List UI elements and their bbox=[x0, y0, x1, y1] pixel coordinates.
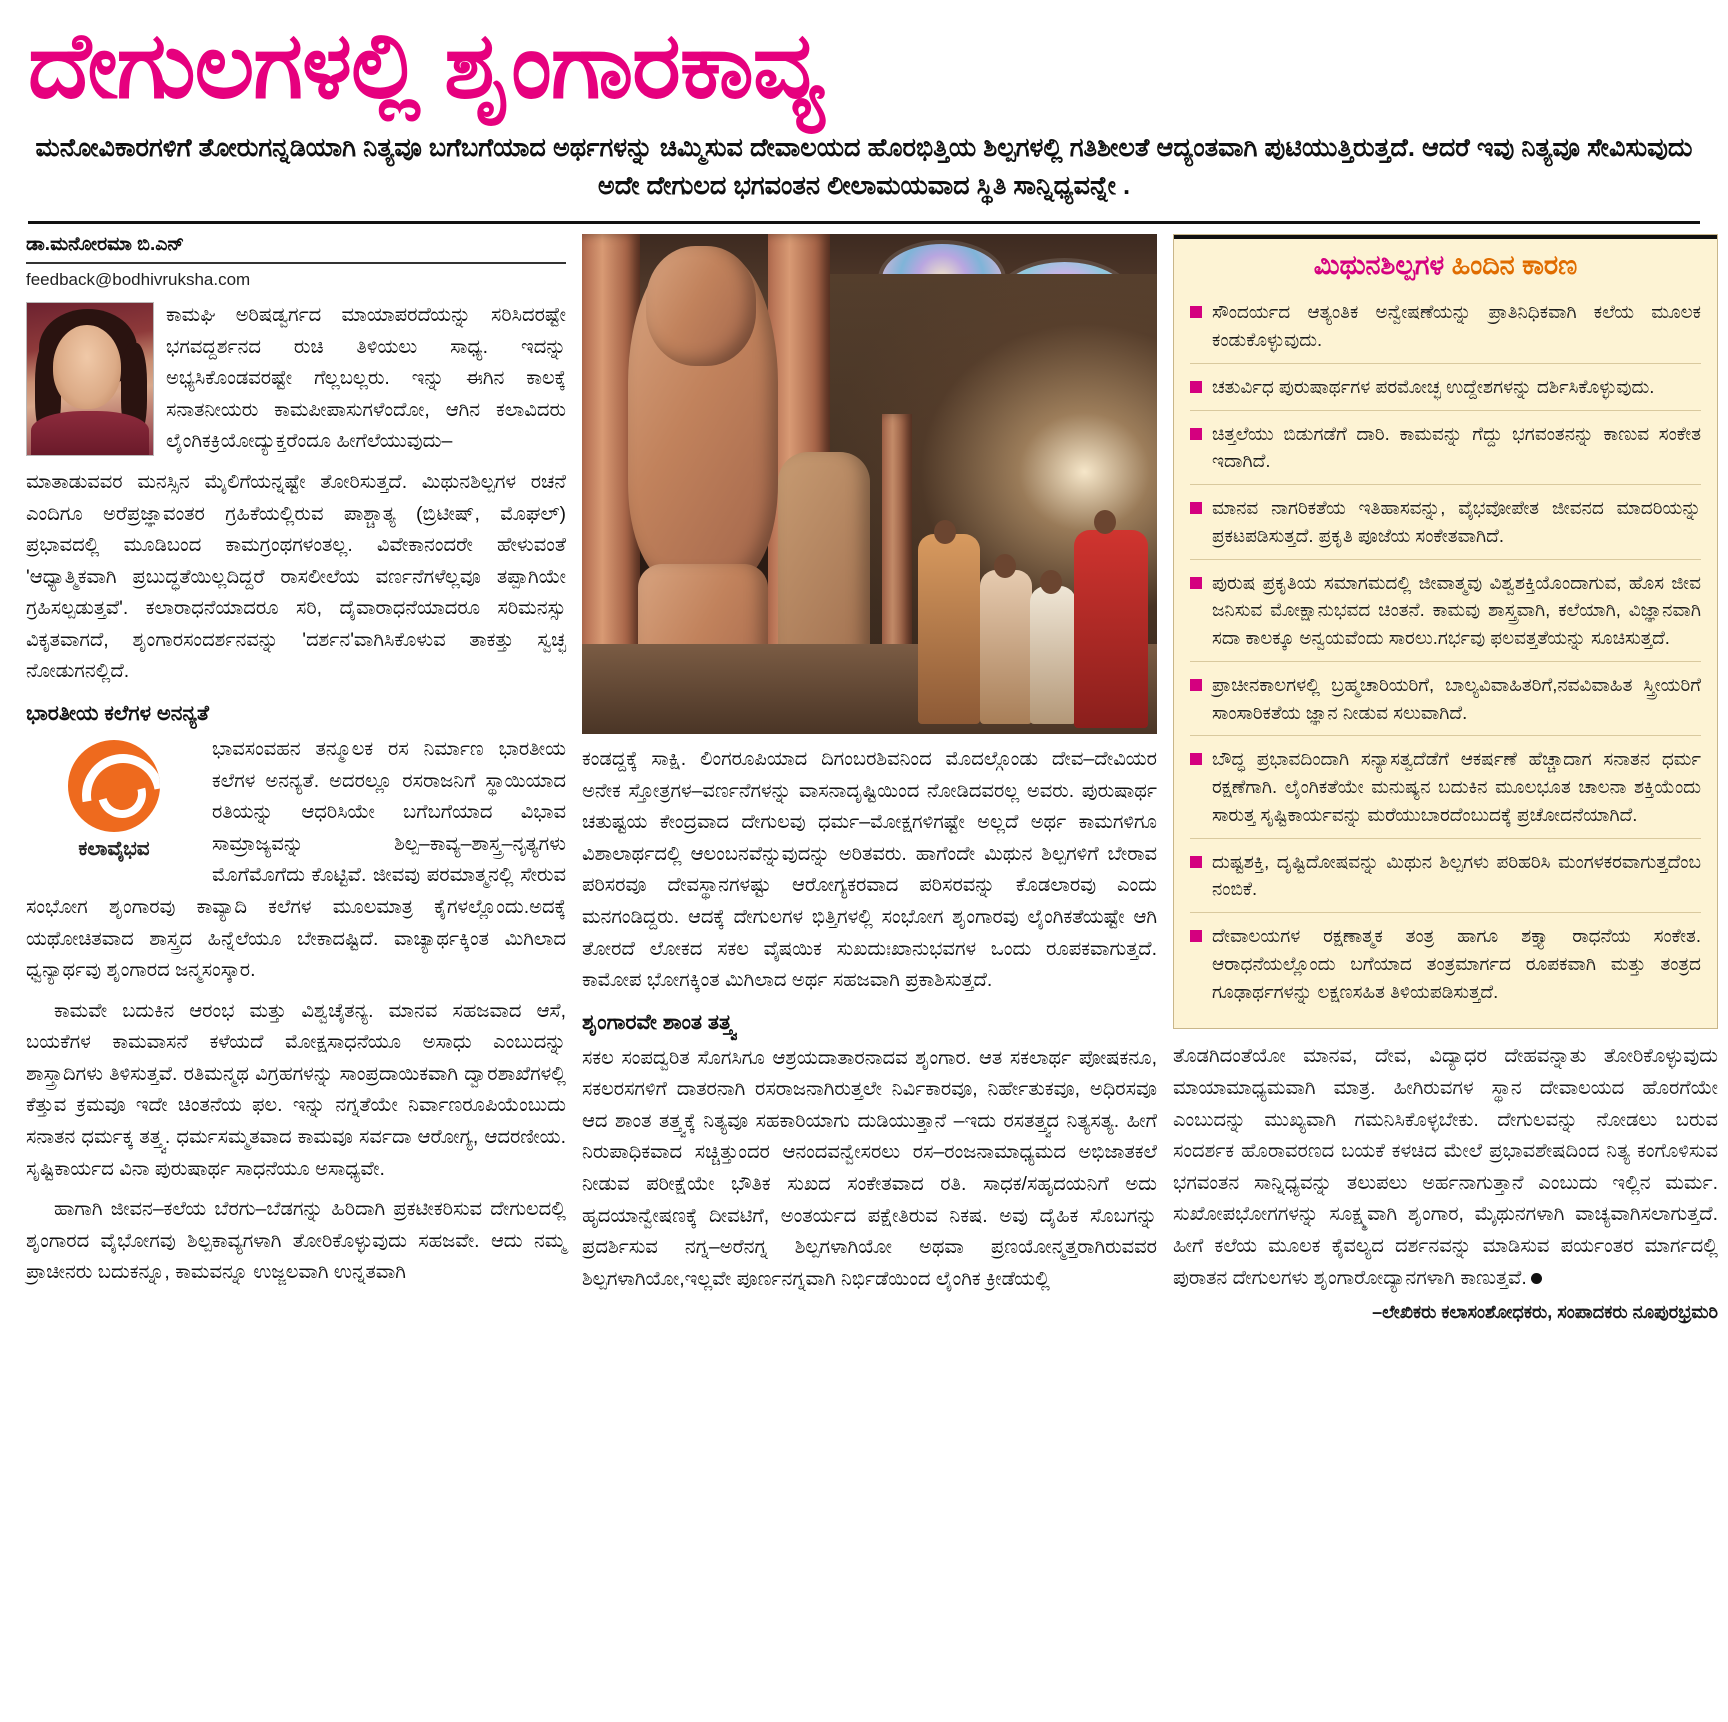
paragraph: ಕಾಮಘಿ ಅರಿಷಡ್ವರ್ಗದ ಮಾಯಾಪರದೆಯನ್ನು ಸರಿಸಿದರಷ್ಟೇ ಭಗವದ್ದರ್ಶನದ ರುಚಿ ತಿಳಿಯಲು ಸಾಧ್ಯ. ಇದನ್ನು ಅಭ್ಯಸಿಕೊಂಡವರಷ್ಟೇ ಗೆಲ್ಲಬಲ್ಲರು. ಇನ್ನು ಈಗಿನ ಕಾಲಕ್ಕೆ ಸನಾತನೀಯರು ಕಾಮಪೀಪಾಸುಗಳೆಂದೋ, ಆಗಿನ ಕಲಾವಿದರು ಲೈಂಗಿಕಕ್ರಿಯೋದ್ಯುಕ್ತರೆಂದೂ ಹೀಗೆಲೆಯುವುದು– bbox=[166, 304, 566, 453]
list-item bbox=[1190, 560, 1701, 662]
paragraph: ಕಂಡದ್ದಕ್ಕೆ ಸಾಕ್ಷಿ. ಲಿಂಗರೂಪಿಯಾದ ದಿಗಂಬರಶಿವನಿಂದ ಮೊದಲ್ಗೊಂಡು ದೇವ–ದೇವಿಯರ ಅನೇಕ ಸ್ತೋತ್ರಗಳ–ವರ್ಣನೆಗಳನ್ನು ವಾಸನಾದೃಷ್ಟಿಯಿಂದ ನೋಡಿದವರಲ್ಲ ಅವರು. ಪುರುಷಾರ್ಥ ಚತುಷ್ಟಯ ಕೇಂದ್ರವಾದ ದೇಗುಲವು ಧರ್ಮ–ಮೋಕ್ಷಗಳಿಗಷ್ಟೇ ಅಲ್ಲದೆ ಅರ್ಥ ಕಾಮಗಳಿಗೂ ವಿಶಾಲಾರ್ಥದಲ್ಲಿ ಆಲಂಬನವೆನ್ನುವುದನ್ನು ಅರಿತವರು. ಹಾಗೆಂದೇ ಮಿಥುನ ಶಿಲ್ಪಗಳಿಗೆ ಬೇರಾವ ಪರಿಸರವೂ ದೇವಸ್ಥಾನಗಳಷ್ಟು ಆರೋಗ್ಯಕರವಾದ ಪರಿಸರವನ್ನು ಕೊಡಲಾರವು ಎಂದು ಮನಗಂಡಿದ್ದರು. ಆದಕ್ಕೆ ದೇಗುಲಗಳ ಭಿತ್ತಿಗಳಲ್ಲಿ ಸಂಭೋಗ ಶೃಂಗಾರವು ಲೈಂಗಿಕತೆಯಷ್ಟೇ ಆಗಿ ತೋರದೆ ಲೋಕದ ಸಕಲ ವೈಷಯಿಕ ಸುಖದುಃಖಾನುಭವಗಳ ಒಂದು ರೂಪಕವಾಗುತ್ತದೆ. ಕಾಮೋಪ ಭೋಗಕ್ಕಿಂತ ಮಿಗಿಲಾದ ಅರ್ಥ ಸಹಜವಾಗಿ ಪ್ರಕಾಶಿಸುತ್ತದೆ. bbox=[582, 748, 1157, 992]
spiral-icon bbox=[68, 740, 160, 832]
photo-visitor-head bbox=[994, 554, 1016, 578]
sidebar-box-title-part2: ಹಿಂದಿನ ಕಾರಣ bbox=[1451, 250, 1578, 281]
list-item-text: ಬೌದ್ಧ ಪ್ರಭಾವದಿಂದಾಗಿ ಸನ್ಯಾಸತ್ವದೆಡೆಗೆ ಆಕರ್ಷಣೆ ಹೆಚ್ಚಾದಾಗ ಸನಾತನ ಧರ್ಮ ರಕ್ಷಣೆಗಾಗಿ. ಲೈಂಗಿಕತೆಯೇ ಮನುಷ್ಯನ ಬದುಕಿನ ಮೂಲಭೂತ ಚಾಲನಾ ಶಕ್ತಿಯೆಂದು ಸಾರುತ್ತ ಸೃಷ್ಟಿಕಾರ್ಯವನ್ನು ಮರೆಯುಬಾರದೆಂಬುದಕ್ಕೆ ಪ್ರಚೋದನೆಯಾಗಿದೆ. bbox=[1212, 748, 1701, 825]
list-item-text: ದುಷ್ಟಶಕ್ತಿ, ದೃಷ್ಟಿದೋಷವನ್ನು ಮಿಥುನ ಶಿಲ್ಪಗಳು ಪರಿಹರಿಸಿ ಮಂಗಳಕರವಾಗುತ್ತದೆಂಬ ನಂಬಿಕೆ. bbox=[1212, 850, 1701, 900]
right-column bbox=[1173, 234, 1718, 1323]
list-item bbox=[1190, 839, 1701, 914]
sidebar-box-title-part1: ಮಿಥುನಶಿಲ್ಪಗಳ bbox=[1313, 250, 1445, 281]
list-item bbox=[1190, 736, 1701, 838]
article-columns bbox=[0, 224, 1728, 1323]
paragraph: ಭಾವಸಂವಹನ ತನ್ಮೂಲಕ ರಸ ನಿರ್ಮಾಣ ಭಾರತೀಯ ಕಲೆಗಳ ಅನನ್ಯತೆ. ಅದರಲ್ಲೂ ರಸರಾಜನಿಗೆ ಸ್ಥಾಯಿಯಾದ ರತಿಯನ್ನು ಆಧರಿಸಿಯೇ ಬಗೆಬಗೆಯಾದ ವಿಭಾವ ಸಾಮ್ರಾಜ್ಯವನ್ನು ಶಿಲ್ಪ–ಕಾವ್ಯ–ಶಾಸ್ತ್ರ–ನೃತ್ಯಗಳು ಮೊಗೆಮೊಗೆದು ಕೊಟ್ಟಿವೆ. ಜೀವವು ಪರಮಾತ್ಮನಲ್ಲಿ ಸೇರುವ ಸಂಭೋಗ ಶೃಂಗಾರವು ಕಾವ್ಯಾದಿ ಕಲೆಗಳ ಮೂಲಮಾತ್ರ ಕೈಗಳಲ್ಲೊಂದು.ಅದಕ್ಕೆ ಯಥೋಚಿತವಾದ ಶಾಸ್ತ್ರದ ಹಿನ್ನೆಲೆಯೂ ಬೇಕಾದಷ್ಟಿದೆ. ವಾಚ್ಯಾರ್ಥಕ್ಕಿಂತ ಮಿಗಿಲಾದ ಧ್ವನ್ಯಾರ್ಥವು ಶೃಂಗಾರದ ಜನ್ಮಸಂಸ್ಕಾರ. bbox=[26, 738, 566, 982]
brand-logo-label: ಕಲಾವೈಭವ bbox=[78, 838, 150, 861]
brand-logo bbox=[30, 740, 198, 861]
bullet-square-icon bbox=[1190, 577, 1202, 589]
mid-body-text-2 bbox=[582, 1043, 1157, 1296]
sidebar-box bbox=[1173, 234, 1718, 1029]
list-item-text: ಪುರುಷ ಪ್ರಕೃತಿಯ ಸಮಾಗಮದಲ್ಲಿ ಜೀವಾತ್ಮವು ವಿಶ್ವಶಕ್ತಿಯೊಂದಾಗುವ, ಹೊಸ ಜೀವ ಜನಿಸುವ ಮೋಕ್ಷಾನುಭವದ ಚಿಂತನೆ. ಕಾಮವು ಶಾಸ್ತ್ರವಾಗಿ, ಕಲೆಯಾಗಿ, ವಿಜ್ಞಾನವಾಗಿ ಸದಾ ಕಾಲಕ್ಕೂ ಅನ್ವಯವೆಂದು ಸಾರಲು.ಗರ್ಭವು ಫಲವತ್ತತೆಯನ್ನು ಸೂಚಿಸುತ್ತದೆ. bbox=[1212, 571, 1701, 649]
photo-visitor bbox=[980, 570, 1032, 724]
paragraph: ಹಾಗಾಗಿ ಜೀವನ–ಕಲೆಯ ಬೆರಗು–ಬೆಡಗನ್ನು ಹಿರಿದಾಗಿ ಪ್ರಕಟೀಕರಿಸುವ ದೇಗುಲದಲ್ಲಿ ಶೃಂಗಾರದ ವೈಭೋಗವು ಶಿಲ್ಪಕಾವ್ಯಗಳಾಗಿ ತೋರಿಕೊಳ್ಳುವುದು ಸಹಜವೇ. ಆದು ನಮ್ಮ ಪ್ರಾಚೀನರು ಬದುಕನ್ನೂ, ಕಾಮವನ್ನೂ ಉಜ್ಜಲವಾಗಿ ಉನ್ನತವಾಗಿ bbox=[26, 1198, 566, 1284]
bullet-square-icon bbox=[1190, 930, 1202, 942]
right-tail-text bbox=[1173, 1041, 1718, 1294]
bullet-square-icon bbox=[1190, 306, 1202, 318]
mid-subheading: ಶೃಂಗಾರವೇ ಶಾಂತ ತತ್ತ್ವ bbox=[582, 1010, 736, 1034]
sidebar-bullet-list bbox=[1174, 289, 1717, 1028]
list-item bbox=[1190, 289, 1701, 364]
photo-visitor bbox=[1074, 530, 1148, 728]
list-item-text: ದೇವಾಲಯಗಳ ರಕ್ಷಣಾತ್ಮಕ ತಂತ್ರ ಹಾಗೂ ಶಕ್ತ್ಯಾ ರಾಧನೆಯ ಸಂಕೇತ. ಆರಾಧನೆಯಲ್ಲೊಂದು ಬಗೆಯಾದ ತಂತ್ರಮಾರ್ಗದ ರೂಪಕವಾಗಿ ಮತ್ತು ತಂತ್ರದ ಗೂಢಾರ್ಥಗಳನ್ನು ಲಕ್ಷಣಸಹಿತ ತಿಳಿಯಪಡಿಸುತ್ತದೆ. bbox=[1212, 925, 1701, 1002]
standfirst: ಮನೋವಿಕಾರಗಳಿಗೆ ತೋರುಗನ್ನಡಿಯಾಗಿ ನಿತ್ಯವೂ ಬಗೆಬಗೆಯಾದ ಅರ್ಥಗಳನ್ನು ಚಿಮ್ಮಿಸುವ ದೇವಾಲಯದ ಹೊರಭಿತ್ತಿಯ ಶಿಲ್ಪಗಳಲ್ಲಿ ಗತಿಶೀಲತೆ ಆದ್ಯಂತವಾಗಿ ಪುಟಿಯುತ್ತಿರುತ್ತದೆ. ಆದರೆ ಇವು ನಿತ್ಯವೂ ಸೇವಿಸುವುದು ಅದೇ ದೇಗುಲದ ಭಗವಂತನ ಲೀಲಾಮಯವಾದ ಸ್ಥಿತಿ ಸಾನ್ನಿಧ್ಯವನ್ನೇ . bbox=[35, 133, 1693, 200]
paragraph: ಸಕಲ ಸಂಪದ್ವರಿತ ಸೊಗಸಿಗೂ ಆಶ್ರಯದಾತಾರನಾದವ ಶೃಂಗಾರ. ಆತ ಸಕಲಾರ್ಥ ಪೋಷಕನೂ, ಸಕಲರಸಗಳಿಗೆ ದಾತರನಾಗಿ ರಸರಾಜನಾಗಿರುತ್ತಲೇ ನಿರ್ವಿಕಾರವೂ, ನಿರ್ಹೇತುಕವೂ, ಅಧಿರಸವೂ ಆದ ಶಾಂತ ತತ್ತ್ವಕ್ಕೆ ನಿತ್ಯವೂ ಸಹಕಾರಿಯಾಗು ದುಡಿಯುತ್ತಾನೆ –ಇದು ರಸತತ್ತ್ವದ ನಿತ್ಯಸತ್ಯ. ಹೀಗೆ ನಿರುಪಾಧಿಕವಾದ ಸಚ್ಚಿತ್ತುಂದರ ಆನಂದವನ್ವೇಸರಲು ರಸ–ರಂಜನಾಮಾಧ್ಯಮದ ಅಭಿಜಾತಕಲೆ ನೀಡುವ ಪರೀಕ್ಷೆಯೇ ಭೌತಿಕ ಸುಖದ ಸಂಕೇತವಾದ ರತಿ. ಸಾಧಕ/ಸಹೃದಯನಿಗೆ ಅದು ಹೃದಯಾನ್ವೇಷಣಕ್ಕೆ ದೀವಟಿಗೆ, ಅಂತರ್ಯದ ಪಕ್ಷೇತಿರುವ ನಿಕಷ. ಅವು ದೈಹಿಕ ಸೊಬಗನ್ನು ಪ್ರದರ್ಶಿಸುವ ನಗ್ನ–ಅರೆನಗ್ನ ಶಿಲ್ಪಗಳಾಗಿಯೋ ಅಥವಾ ಪ್ರಣಯೋನ್ಮತ್ತರಾಗಿರುವವರ ಶಿಲ್ಪಗಳಾಗಿಯೋ,ಇಲ್ಲವೇ ಪೂರ್ಣನಗ್ನವಾಗಿ ನಿರ್ಭಿಡೆಯಿಂದ ಲೈಂಗಿಕ ಕ್ರೀಡೆಯಲ್ಲಿ bbox=[582, 1046, 1157, 1290]
left-subheading: ಭಾರತೀಯ ಕಲೆಗಳ ಅನನ್ಯತೆ bbox=[26, 702, 209, 726]
mid-body-text bbox=[582, 744, 1157, 997]
bullet-square-icon bbox=[1190, 679, 1202, 691]
list-item-text: ಸೌಂದರ್ಯದ ಆತ್ಯಂತಿಕ ಅನ್ವೇಷಣೆಯನ್ನು ಪ್ರಾತಿನಿಧಿಕವಾಗಿ ಕಲೆಯ ಮೂಲಕ ಕಂಡುಕೊಳ್ಳುವುದು. bbox=[1212, 301, 1701, 351]
end-dot-icon bbox=[1531, 1273, 1542, 1284]
bullet-square-icon bbox=[1190, 856, 1202, 868]
photo-visitor bbox=[1030, 586, 1076, 724]
photo-statue-head bbox=[646, 246, 756, 366]
list-item bbox=[1190, 913, 1701, 1014]
page-title: ದೇಗುಲಗಳಲ್ಲಿ ಶೃಂಗಾರಕಾವ್ಯ bbox=[28, 15, 824, 117]
paragraph: ಕಾಮವೇ ಬದುಕಿನ ಆರಂಭ ಮತ್ತು ವಿಶ್ವಚೈತನ್ಯ. ಮಾನವ ಸಹಜವಾದ ಆಸೆ, ಬಯಕೆಗಳ ಕಾಮವಾಸನೆ ಕಳೆಯದೆ ಮೋಕ್ಷಸಾಧನೆಯೂ ಅಸಾಧು ಎಂಬುದನ್ನು ಶಾಸ್ತ್ರಾದಿಗಳು ತಿಳಿಸುತ್ತವೆ. ರತಿಮನ್ಮಥ ವಿಗ್ರಹಗಳನ್ನು ಸಾಂಪ್ರದಾಯಿಕವಾಗಿ ದ್ವಾರಶಾಖೆಗಳಲ್ಲಿ ಕೆತ್ತುವ ಕ್ರಮವೂ ಇದೇ ಚಿಂತನೆಯ ಫಲ. ಇನ್ನು ನಗ್ನತೆಯೇ ನಿರ್ವಾಣರೂಪಿಯೆಂಬುದು ಸನಾತನ ಧರ್ಮಕ್ಕ ತತ್ತ್ವ. ಧರ್ಮಸಮ್ಮತವಾದ ಕಾಮವೂ ಸರ್ವದಾ ಆರೋಗ್ಯ, ಆದರಣೀಯ. ಸೃಷ್ಟಿಕಾರ್ಯದ ವಿನಾ ಪುರುಷಾರ್ಥ ಸಾಧನೆಯೂ ಅಸಾಧ್ಯವೇ. bbox=[26, 999, 566, 1180]
list-item-text: ಪ್ರಾಚೀನಕಾಲಗಳಲ್ಲಿ ಬ್ರಹ್ಮಚಾರಿಯರಿಗೆ, ಬಾಲ್ಯವಿವಾಹಿತರಿಗೆ,ನವವಿವಾಹಿತ ಸ್ತ್ರೀಯರಿಗೆ ಸಾಂಸಾರಿಕತೆಯ ಜ್ಞಾನ ನೀಡುವ ಸಲುವಾಗಿದೆ. bbox=[1212, 673, 1701, 723]
avatar bbox=[26, 302, 154, 456]
photo-visitor bbox=[918, 534, 980, 724]
avatar-shape-face bbox=[53, 325, 121, 409]
list-item bbox=[1190, 364, 1701, 411]
signoff: –ಲೇಖಿಕರು ಕಲಾಸಂಶೋಧಕರು, ಸಂಪಾದಕರು ನೂಪುರಭ್ರಮರಿ bbox=[1372, 1302, 1718, 1323]
list-item-text: ಚಿತ್ತಲೆಯು ಬಿಡುಗಡೆಗೆ ದಾರಿ. ಕಾಮವನ್ನು ಗೆದ್ದು ಭಗವಂತನನ್ನು ಕಾಣುವ ಸಂಕೇತ ಇದಾಗಿದೆ. bbox=[1212, 422, 1701, 472]
article-photo bbox=[582, 234, 1157, 734]
list-item bbox=[1190, 662, 1701, 737]
left-column bbox=[26, 234, 566, 1323]
bullet-square-icon bbox=[1190, 428, 1202, 440]
list-item-text: ಮಾನವ ನಾಗರಿಕತೆಯ ಇತಿಹಾಸವನ್ನು, ವೈಭವೋಪೇತ ಜೀವನದ ಮಾದರಿಯನ್ನು ಪ್ರಕಟಪಡಿಸುತ್ತದೆ. ಪ್ರಕೃತಿ ಪೂಜೆಯ ಸಂಕೇತವಾಗಿದೆ. bbox=[1212, 497, 1701, 546]
list-item bbox=[1190, 485, 1701, 560]
photo-visitor-head bbox=[934, 520, 956, 544]
avatar-shape-body bbox=[31, 411, 149, 455]
bullet-square-icon bbox=[1190, 753, 1202, 765]
paragraph: ಮಾತಾಡುವವರ ಮನಸ್ಸಿನ ಮೈಲಿಗೆಯನ್ನಷ್ಟೇ ತೋರಿಸುತ್ತದೆ. ಮಿಥುನಶಿಲ್ಪಗಳ ರಚನೆ ಎಂದಿಗೂ ಅರೆಪ್ರಜ್ಞಾವಂತರ ಗ್ರಹಿಕೆಯಲ್ಲಿರುವ ಪಾಶ್ಚಾತ್ಯ (ಬ್ರಿಟೀಷ್, ಮೊಘಲ್) ಪ್ರಭಾವದಲ್ಲಿ ಮೂಡಿಬಂದ ಕಾಮಗ್ರಂಥಗಳಂತಲ್ಲ. ವಿವೇಕಾನಂದರೇ ಹೇಳುವಂತೆ 'ಆಧ್ಯಾತ್ಮಿಕವಾಗಿ ಪ್ರಬುದ್ಧತೆಯಿಲ್ಲದಿದ್ದರೆ ರಾಸಲೀಲೆಯ ವರ್ಣನೆಗಳೆಲ್ಲವೂ ತಪ್ಪಾಗಿಯೇ ಗ್ರಹಿಸಲ್ಪಡುತ್ತವೆ'. ಕಲಾರಾಧನೆಯಾದರೂ ಸರಿ, ದೈವಾರಾಧನೆಯಾದರೂ ಸರಿಮನಸ್ಸು ವಿಕೃತವಾಗದೆ, ಶೃಂಗಾರಸಂದರ್ಶನವನ್ನು 'ದರ್ಶನ'ವಾಗಿಸಿಕೊಳುವ ತಾಕತ್ತು ಸ್ವಚ್ಛ ನೋಡುಗನಲ್ಲಿದೆ. bbox=[26, 470, 566, 683]
byline-author: ಡಾ.ಮನೋರಮಾ ಬಿ.ಎನ್ bbox=[26, 234, 185, 256]
sidebar-box-title bbox=[1174, 235, 1717, 289]
feedback-email[interactable]: feedback@bodhivruksha.com bbox=[26, 270, 251, 290]
photo-visitor-head bbox=[1094, 510, 1116, 534]
paragraph: ತೊಡಗಿದಂತೆಯೋ ಮಾನವ, ದೇವ, ವಿದ್ಯಾಧರ ದೇಹವನ್ನಾತು ತೋರಿಕೊಳ್ಳುವುದು ಮಾಯಾಮಾಧ್ಯಮವಾಗಿ ಮಾತ್ರ. ಹೀಗಿರುವಗಳ ಸ್ಥಾನ ದೇವಾಲಯದ ಹೊರಗೆಯೇ ಎಂಬುದನ್ನು ಮುಖ್ಯವಾಗಿ ಗಮನಿಸಿಕೊಳ್ಳಬೇಕು. ದೇಗುಲವನ್ನು ನೋಡಲು ಬರುವ ಸಂದರ್ಶಕ ಹೊರಾವರಣದ ಬಯಕೆ ಕಳಚಿದ ಮೇಲೆ ಪ್ರಭಾವಶೇಷದಿಂದ ನಿತ್ಯ ಕಂಗೊಳಿಸುವ ಭಗವಂತನ ಸಾನ್ನಿಧ್ಯವನ್ನು ತಲುಪಲು ಅರ್ಹನಾಗುತ್ತಾನೆ ಎಂಬುದು ಇಲ್ಲಿನ ಮರ್ಮ. ಸುಖೋಪಭೋಗಗಳನ್ನು ಸೂಕ್ಷ್ಮವಾಗಿ ಶೃಂಗಾರ, ಮೈಥುನಗಳಾಗಿ ವಾಚ್ಯವಾಗಿಸಲಾಗುತ್ತದೆ. ಹೀಗೆ ಕಲೆಯ ಮೂಲಕ ಕೈವಲ್ಯದ ದರ್ಶನವನ್ನು ಮಾಡಿಸುವ ಪರ್ಯಂತರ ಮಾರ್ಗದಲ್ಲಿ ಪುರಾತನ ದೇಗುಲಗಳು ಶೃಂಗಾರೋದ್ಯಾನಗಳಾಗಿ ಕಾಣುತ್ತವೆ. bbox=[1173, 1045, 1718, 1289]
byline-divider bbox=[26, 262, 566, 264]
list-item bbox=[1190, 411, 1701, 486]
middle-column bbox=[582, 234, 1157, 1323]
bullet-square-icon bbox=[1190, 502, 1202, 514]
photo-visitor-head bbox=[1040, 570, 1062, 594]
list-item-text: ಚತುರ್ವಿಧ ಪುರುಷಾರ್ಥಗಳ ಪರಮೋಚ್ಛ ಉದ್ದೇಶಗಳನ್ನು ದರ್ಶಿಸಿಕೊಳ್ಳುವುದು. bbox=[1212, 375, 1655, 397]
bullet-square-icon bbox=[1190, 381, 1202, 393]
